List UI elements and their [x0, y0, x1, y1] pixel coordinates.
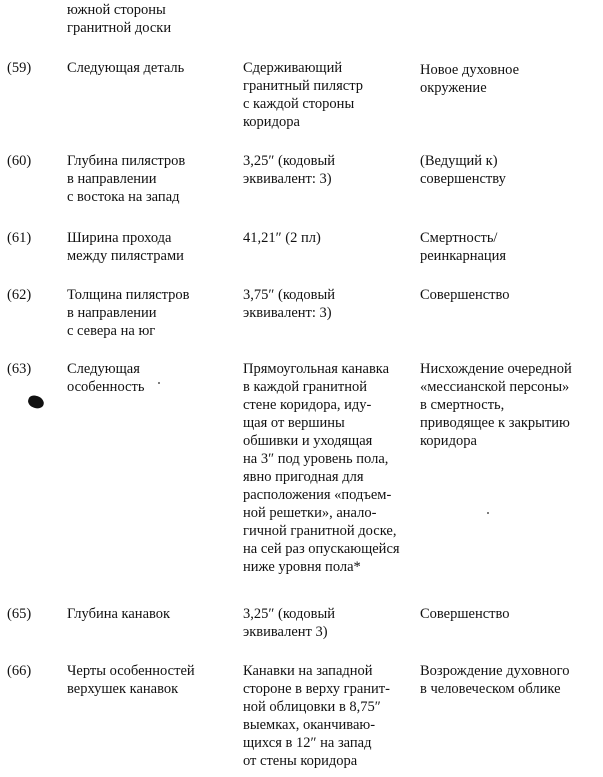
meaning-cell: Новое духовное окружение — [420, 62, 520, 96]
measurement-cell: 41,21″ (2 пл) — [243, 230, 321, 246]
measurement-cell: Прямоугольная канавка в каждой гранитной стене коридора, иду- щая от вершины обшивки и уходящая на 3″ под уровень пола, явно пригодная для расположения «подъем- ной решетки», анало- гичной гранитной доске, на сей раз опускающейся ниже уровня пола* — [243, 361, 400, 575]
feature-cell: Глубина пилястров в направлении с востока на запад — [67, 153, 186, 205]
row-number: (61) — [7, 230, 32, 246]
feature-cell: Следующая особенность — [67, 361, 145, 395]
row-number: (63) — [7, 361, 32, 377]
feature-cell: Черты особенностей верхушек канавок — [67, 663, 195, 697]
scan-speck — [487, 512, 489, 514]
meaning-cell: Смертность/ реинкарнация — [420, 230, 507, 264]
meaning-cell: Нисхождение очередной «мессианской персоны» в смертность, приводящее к закрытию коридора — [420, 361, 572, 449]
continued-text-fragment: южной стороны гранитной доски — [67, 2, 172, 36]
measurement-cell: Сдерживающий гранитный пилястр с каждой стороны коридора — [243, 60, 364, 130]
measurement-cell: Канавки на западной стороне в верху гранит- ной облицовки в 8,75″ выемках, оканчиваю- щихся в 12″ на запад от стены коридора — [243, 663, 390, 769]
measurement-cell: 3,25″ (кодовый эквивалент 3) — [243, 606, 335, 640]
meaning-cell: Совершенство — [420, 287, 510, 303]
row-number: (59) — [7, 60, 32, 76]
meaning-cell: Возрождение духовного в человеческом облике — [420, 663, 570, 697]
feature-cell: Глубина канавок — [67, 606, 171, 622]
row-number: (65) — [7, 606, 32, 622]
meaning-cell: Совершенство — [420, 606, 510, 622]
scan-speck — [158, 382, 160, 384]
feature-cell: Ширина прохода между пилястрами — [67, 230, 184, 264]
measurement-cell: 3,75″ (кодовый эквивалент: 3) — [243, 287, 335, 321]
measurement-cell: 3,25″ (кодовый эквивалент: 3) — [243, 153, 335, 187]
row-number: (66) — [7, 663, 32, 679]
feature-cell: Следующая деталь — [67, 60, 185, 76]
ink-blot-mark — [27, 394, 46, 410]
meaning-cell: (Ведущий к) совершенству — [420, 153, 506, 187]
row-number: (62) — [7, 287, 32, 303]
feature-cell: Толщина пилястров в направлении с севера на юг — [67, 287, 190, 339]
row-number: (60) — [7, 153, 32, 169]
